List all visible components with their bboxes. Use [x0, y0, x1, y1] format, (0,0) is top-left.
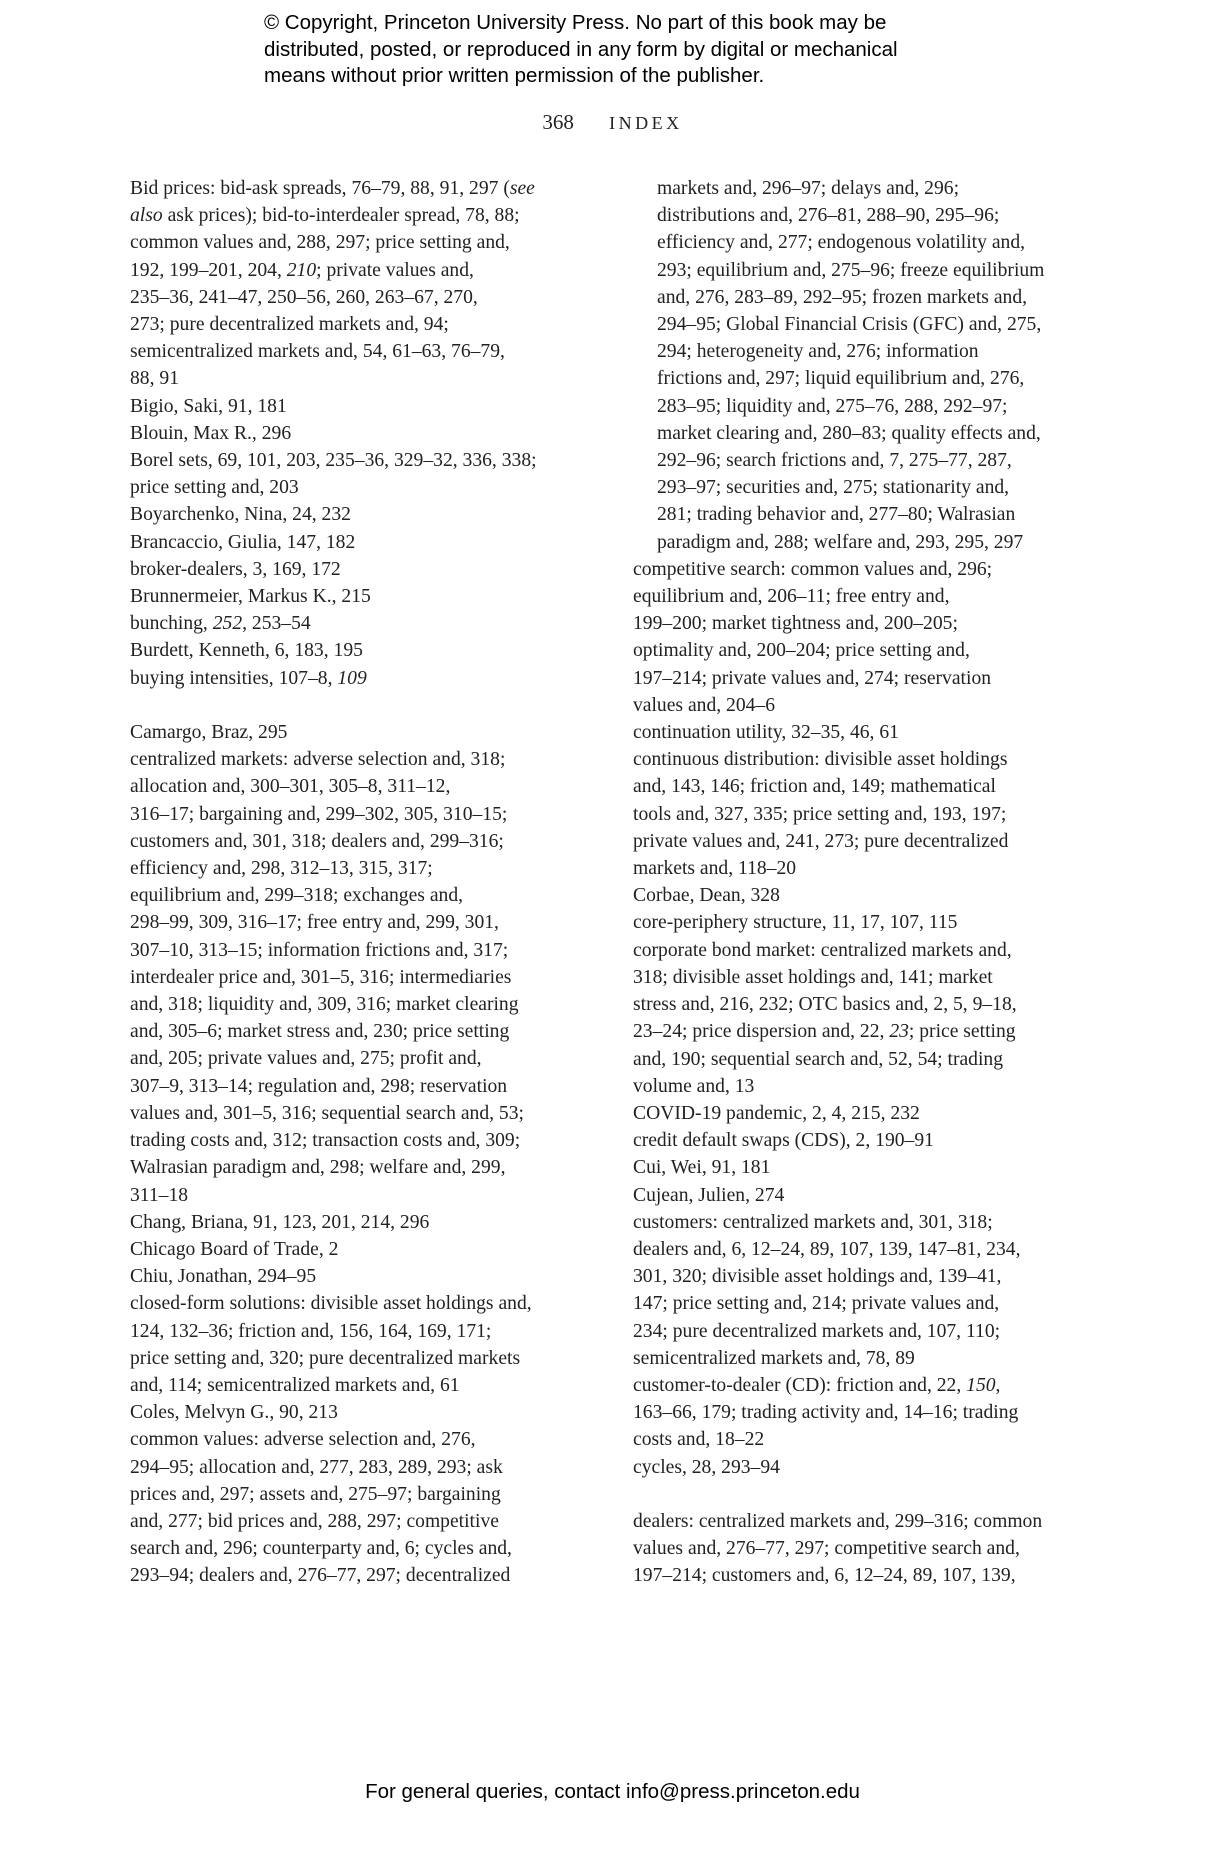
page-number: 368: [542, 110, 574, 134]
running-head: [0, 110, 1225, 135]
index-line: 199–200; market tightness and, 200–205;: [633, 613, 958, 635]
index-line: 307–10, 313–15; information frictions and, 317;: [130, 939, 509, 961]
index-line: dealers: centralized markets and, 299–316; common: [633, 1510, 1043, 1532]
index-entry: [130, 175, 590, 393]
index-line: 192, 199–201, 204, 210; private values and,: [130, 259, 474, 281]
index-line: credit default swaps (CDS), 2, 190–91: [633, 1130, 934, 1152]
index-line: costs and, 18–22: [633, 1429, 765, 1451]
copyright-line: distributed, posted, or reproduced in any form by digital or mechanical: [264, 37, 898, 61]
index-line: Cujean, Julien, 274: [633, 1184, 785, 1206]
index-line: common values: adverse selection and, 276,: [130, 1429, 476, 1451]
index-line: 294–95; allocation and, 277, 283, 289, 293; ask: [130, 1456, 503, 1478]
index-line: 311–18: [130, 1184, 189, 1206]
index-entry: [633, 882, 1093, 909]
index-line: 235–36, 241–47, 250–56, 260, 263–67, 270,: [130, 286, 478, 308]
index-line: cycles, 28, 293–94: [633, 1456, 780, 1478]
index-line: Brunnermeier, Markus K., 215: [130, 586, 371, 608]
index-line: 281; trading behavior and, 277–80; Walrasian: [657, 504, 1016, 526]
index-line: Bid prices: bid-ask spreads, 76–79, 88, 91, 297 (see: [130, 178, 535, 199]
copyright-notice: [264, 10, 1024, 90]
index-line: Chiu, Jonathan, 294–95: [130, 1266, 317, 1288]
index-line: 293–94; dealers and, 276–77, 297; decentralized: [130, 1565, 511, 1587]
index-line: Burdett, Kenneth, 6, 183, 195: [130, 640, 363, 662]
index-column-left: [130, 175, 590, 1590]
index-line: customers: centralized markets and, 301, 318;: [633, 1211, 993, 1233]
index-entry: [130, 637, 590, 664]
index-line: 197–214; private values and, 274; reservation: [633, 667, 992, 689]
index-entry: [633, 1454, 1093, 1481]
index-line: corporate bond market: centralized markets and,: [633, 939, 1012, 961]
index-line: markets and, 118–20: [633, 858, 797, 880]
index-entry: [633, 1508, 1093, 1590]
index-line: 292–96; search frictions and, 7, 275–77, 287,: [657, 450, 1012, 472]
index-line: 234; pure decentralized markets and, 107, 110;: [633, 1320, 1001, 1342]
index-line: common values and, 288, 297; price setting and,: [130, 232, 510, 254]
index-line: efficiency and, 298, 312–13, 315, 317;: [130, 858, 433, 880]
index-line: semicentralized markets and, 54, 61–63, 76–79,: [130, 341, 505, 363]
index-entry: [130, 746, 590, 1208]
index-entry: [130, 529, 590, 556]
index-line: optimality and, 200–204; price setting and,: [633, 640, 970, 662]
index-entry: [130, 610, 590, 637]
index-line: price setting and, 320; pure decentralized markets: [130, 1347, 521, 1369]
index-entry: [130, 1236, 590, 1263]
index-line: private values and, 241, 273; pure decentralized: [633, 830, 1009, 852]
index-line: stress and, 216, 232; OTC basics and, 2, 5, 9–18,: [633, 994, 1017, 1016]
index-line: 273; pure decentralized markets and, 94;: [130, 314, 449, 336]
index-line: and, 277; bid prices and, 288, 297; competitive: [130, 1510, 499, 1532]
index-line: 197–214; customers and, 6, 12–24, 89, 107, 139,: [633, 1565, 1016, 1587]
index-line: 293–97; securities and, 275; stationarity and,: [657, 477, 1010, 499]
index-line: values and, 204–6: [633, 694, 776, 716]
index-line: interdealer price and, 301–5, 316; intermediaries: [130, 966, 512, 988]
index-line: tools and, 327, 335; price setting and, 193, 197;: [633, 803, 1007, 825]
index-line: 298–99, 309, 316–17; free entry and, 299, 301,: [130, 912, 499, 934]
index-line: market clearing and, 280–83; quality effects and,: [657, 422, 1041, 444]
index-line: customer-to-dealer (CD): friction and, 22, 150,: [633, 1374, 1001, 1396]
index-entry: [633, 909, 1093, 936]
index-entry: [633, 1372, 1093, 1454]
index-line: and, 114; semicentralized markets and, 61: [130, 1374, 460, 1396]
index-entry: [633, 937, 1093, 1100]
index-line: Bigio, Saki, 91, 181: [130, 395, 287, 417]
index-line: closed-form solutions: divisible asset holdings and,: [130, 1293, 532, 1315]
index-line: and, 143, 146; friction and, 149; mathematical: [633, 776, 996, 798]
index-line: centralized markets: adverse selection and, 318;: [130, 749, 506, 771]
index-entry: [633, 746, 1093, 882]
index-line: semicentralized markets and, 78, 89: [633, 1347, 915, 1369]
index-line: and, 205; private values and, 275; profit and,: [130, 1048, 482, 1070]
index-line: markets and, 296–97; delays and, 296;: [657, 178, 960, 199]
index-line: 301, 320; divisible asset holdings and, 139–41,: [633, 1266, 1002, 1288]
index-line: continuous distribution: divisible asset holdings: [633, 749, 1008, 771]
index-line: Brancaccio, Giulia, 147, 182: [130, 531, 356, 553]
index-line: 147; price setting and, 214; private values and,: [633, 1293, 1000, 1315]
index-line: 294; heterogeneity and, 276; information: [657, 341, 979, 363]
index-line: buying intensities, 107–8, 109: [130, 667, 367, 689]
index-line: search and, 296; counterparty and, 6; cycles and,: [130, 1538, 512, 1560]
index-entry: [633, 556, 1093, 719]
index-line: Corbae, Dean, 328: [633, 885, 780, 907]
index-line: Walrasian paradigm and, 298; welfare and, 299,: [130, 1157, 506, 1179]
index-entry: [130, 1209, 590, 1236]
index-line: 318; divisible asset holdings and, 141; market: [633, 966, 993, 988]
index-entry: [130, 556, 590, 583]
index-line: paradigm and, 288; welfare and, 293, 295, 297: [657, 531, 1024, 553]
index-line: Cui, Wei, 91, 181: [633, 1157, 771, 1179]
index-line: core-periphery structure, 11, 17, 107, 115: [633, 912, 958, 934]
index-line: price setting and, 203: [130, 477, 299, 499]
copyright-line: means without prior written permission of the publisher.: [264, 64, 765, 87]
index-line: trading costs and, 312; transaction costs and, 309;: [130, 1130, 521, 1152]
index-line: 23–24; price dispersion and, 22, 23; price setting: [633, 1021, 1016, 1043]
index-line: distributions and, 276–81, 288–90, 295–96;: [657, 205, 1000, 227]
index-line: dealers and, 6, 12–24, 89, 107, 139, 147–81, 234,: [633, 1238, 1021, 1260]
index-entry: [633, 719, 1093, 746]
section-gap: [130, 692, 590, 719]
index-line: volume and, 13: [633, 1075, 755, 1097]
index-line: Blouin, Max R., 296: [130, 422, 292, 444]
section-title: INDEX: [609, 113, 683, 133]
index-line: also ask prices); bid-to-interdealer spread, 78, 88;: [130, 205, 520, 227]
index-line: equilibrium and, 299–318; exchanges and,: [130, 885, 464, 907]
index-line: and, 318; liquidity and, 309, 316; market clearing: [130, 994, 519, 1016]
index-column-right: [633, 175, 1093, 1590]
index-entry: [633, 1100, 1093, 1127]
index-line: and, 305–6; market stress and, 230; price setting: [130, 1021, 510, 1043]
index-line: frictions and, 297; liquid equilibrium and, 276,: [657, 368, 1025, 390]
index-line: Boyarchenko, Nina, 24, 232: [130, 504, 351, 526]
copyright-line: © Copyright, Princeton University Press. No part of this book may be: [264, 11, 887, 34]
index-line: competitive search: common values and, 296;: [633, 558, 993, 580]
index-line: 316–17; bargaining and, 299–302, 305, 310–15;: [130, 803, 508, 825]
index-line: Chang, Briana, 91, 123, 201, 214, 296: [130, 1211, 430, 1233]
index-entry: [130, 583, 590, 610]
index-entry: [633, 1127, 1093, 1154]
index-line: broker-dealers, 3, 169, 172: [130, 558, 341, 580]
index-line: 294–95; Global Financial Crisis (GFC) and, 275,: [657, 314, 1042, 336]
index-line: Chicago Board of Trade, 2: [130, 1238, 339, 1260]
index-line: bunching, 252, 253–54: [130, 613, 311, 635]
index-line: prices and, 297; assets and, 275–97; bargaining: [130, 1483, 501, 1505]
index-line: allocation and, 300–301, 305–8, 311–12,: [130, 776, 451, 798]
index-line: and, 276, 283–89, 292–95; frozen markets and,: [657, 286, 1028, 308]
index-entry: [633, 1154, 1093, 1181]
index-entry: [130, 1263, 590, 1290]
index-line: customers and, 301, 318; dealers and, 299–316;: [130, 830, 504, 852]
index-entry: [130, 665, 590, 692]
index-line: 124, 132–36; friction and, 156, 164, 169, 171;: [130, 1320, 492, 1342]
index-entry: [130, 719, 590, 746]
index-entry: [130, 420, 590, 447]
index-line: 163–66, 179; trading activity and, 14–16; trading: [633, 1402, 1019, 1424]
index-entry: [130, 1426, 590, 1589]
index-line: Coles, Melvyn G., 90, 213: [130, 1402, 338, 1424]
index-entry: [130, 447, 590, 501]
index-line: 283–95; liquidity and, 275–76, 288, 292–97;: [657, 395, 1008, 417]
index-line: Borel sets, 69, 101, 203, 235–36, 329–32, 336, 338;: [130, 450, 537, 472]
index-entry: [130, 501, 590, 528]
index-line: 293; equilibrium and, 275–96; freeze equilibrium: [657, 259, 1045, 281]
index-line: efficiency and, 277; endogenous volatility and,: [657, 232, 1026, 254]
index-entry: [633, 1209, 1093, 1372]
index-line: 88, 91: [130, 368, 179, 390]
index-entry: [633, 1182, 1093, 1209]
index-entry: [130, 1290, 590, 1399]
index-line: values and, 276–77, 297; competitive search and,: [633, 1538, 1020, 1560]
index-entry: [130, 393, 590, 420]
index-line: and, 190; sequential search and, 52, 54; trading: [633, 1048, 1004, 1070]
footer-contact: For general queries, contact info@press.princeton.edu: [365, 1780, 860, 1803]
index-line: 307–9, 313–14; regulation and, 298; reservation: [130, 1075, 508, 1097]
index-entry-continued: [633, 175, 1093, 556]
index-line: equilibrium and, 206–11; free entry and,: [633, 586, 950, 608]
index-line: COVID-19 pandemic, 2, 4, 215, 232: [633, 1102, 920, 1124]
index-line: Camargo, Braz, 295: [130, 722, 288, 744]
index-line: values and, 301–5, 316; sequential search and, 53;: [130, 1102, 524, 1124]
section-gap: [633, 1481, 1093, 1508]
index-entry: [130, 1399, 590, 1426]
index-line: continuation utility, 32–35, 46, 61: [633, 722, 899, 744]
